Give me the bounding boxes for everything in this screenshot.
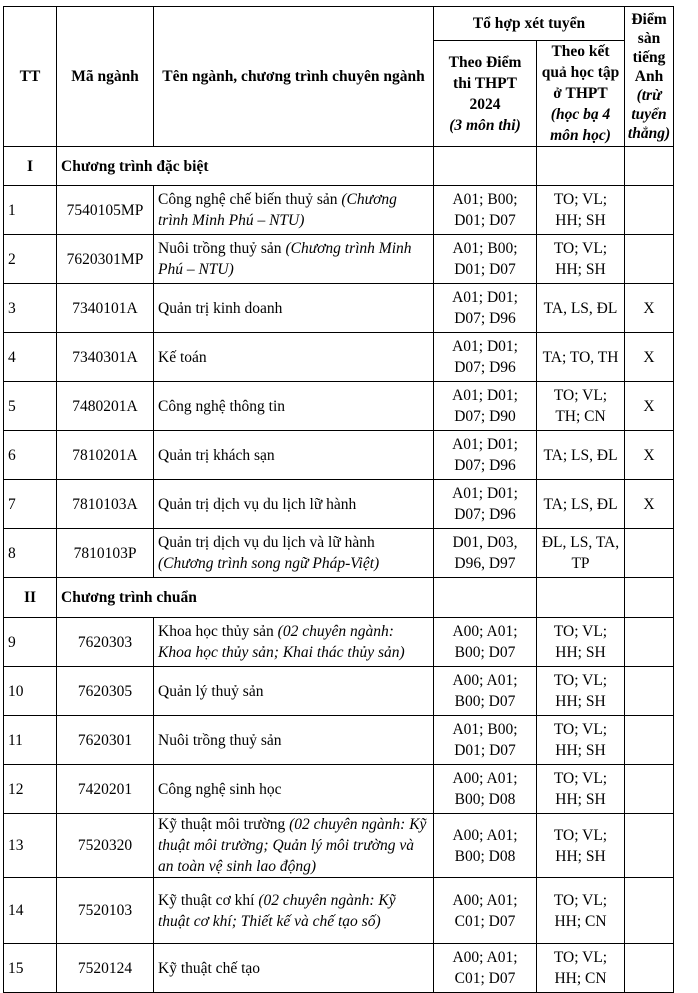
major-name: Quản trị dịch vụ du lịch và lữ hành xyxy=(158,534,375,551)
thpt-combination: A00; A01; B00; D07 xyxy=(434,667,537,716)
row-number: 4 xyxy=(4,333,57,382)
major-code: 7340101A xyxy=(57,284,154,333)
major-name: Quản trị dịch vụ du lịch lữ hành xyxy=(158,495,357,513)
major-name: Kỹ thuật môi trường xyxy=(158,816,290,833)
major-code: 7420201 xyxy=(57,765,154,814)
major-code: 7620301MP xyxy=(57,235,154,284)
major-name-cell xyxy=(154,480,434,529)
thpt-combination: A00; A01; B00; D08 xyxy=(434,814,537,878)
major-name: Quản trị khách sạn xyxy=(158,446,275,464)
section-number: II xyxy=(4,578,57,618)
thpt-combination: A01; B00; D01; D07 xyxy=(434,716,537,765)
thpt-combination: A01; D01; D07; D96 xyxy=(434,431,537,480)
table-row xyxy=(4,765,674,814)
major-name-cell xyxy=(154,878,434,944)
empty-cell xyxy=(537,578,625,618)
major-name: Quản lý thuỷ sản xyxy=(158,682,264,700)
major-name-cell xyxy=(154,284,434,333)
row-number: 5 xyxy=(4,382,57,431)
thpt-combination: A00; A01; B00; D07 xyxy=(434,618,537,667)
table-row xyxy=(4,716,674,765)
table-row xyxy=(4,284,674,333)
major-name: Nuôi trồng thuỷ sản xyxy=(158,731,282,749)
hocba-combination: TA; LS, ĐL xyxy=(537,431,625,480)
row-number: 15 xyxy=(4,944,57,993)
major-name: Kỹ thuật cơ khí xyxy=(158,891,259,909)
table-row xyxy=(4,235,674,284)
major-name: Kỹ thuật chế tạo xyxy=(158,959,261,977)
english-floor-mark: X xyxy=(625,431,674,480)
major-name: Khoa học thủy sản xyxy=(158,623,278,640)
english-floor-mark xyxy=(625,186,674,235)
header-hocba-title: Theo kết quả học tập ở THPT xyxy=(541,43,620,102)
section-row xyxy=(4,147,674,186)
hocba-combination: TA, LS, ĐL xyxy=(537,284,625,333)
header-tt: TT xyxy=(4,7,57,147)
empty-cell xyxy=(434,578,537,618)
major-code: 7520124 xyxy=(57,944,154,993)
thpt-combination: D01, D03, D96, D97 xyxy=(434,529,537,578)
empty-cell xyxy=(625,578,674,618)
major-name: Công nghệ sinh học xyxy=(158,780,282,798)
major-code: 7620303 xyxy=(57,618,154,667)
table-row xyxy=(4,529,674,578)
row-number: 8 xyxy=(4,529,57,578)
english-floor-mark: X xyxy=(625,284,674,333)
major-name-cell xyxy=(154,382,434,431)
major-name-cell xyxy=(154,235,434,284)
header-code: Mã ngành xyxy=(57,7,154,147)
header-english-title: Điểm sàn tiếng Anh xyxy=(631,11,667,85)
row-number: 3 xyxy=(4,284,57,333)
major-note: (02 chuyên ngành: Khoa học thủy sản; Khai thác thủy sản) xyxy=(158,623,405,661)
major-note: (Chương trình Minh Phú – NTU) xyxy=(158,240,412,278)
english-floor-mark xyxy=(625,878,674,944)
major-name: Công nghệ chế biến thuỷ sản xyxy=(158,191,342,208)
english-floor-mark xyxy=(625,618,674,667)
header-hocba-note: (học bạ 4 môn học) xyxy=(550,106,611,144)
header-group: Tổ hợp xét tuyển xyxy=(434,7,625,41)
major-name: Kế toán xyxy=(158,348,207,366)
thpt-combination: A01; D01; D07; D96 xyxy=(434,333,537,382)
row-number: 7 xyxy=(4,480,57,529)
hocba-combination: TO; VL; HH; CN xyxy=(537,878,625,944)
major-code: 7480201A xyxy=(57,382,154,431)
row-number: 9 xyxy=(4,618,57,667)
thpt-combination: A01; D01; D07; D96 xyxy=(434,480,537,529)
hocba-combination: TO; VL; HH; SH xyxy=(537,186,625,235)
table-row xyxy=(4,814,674,878)
hocba-combination: TO; VL; HH; SH xyxy=(537,235,625,284)
section-row xyxy=(4,578,674,618)
hocba-combination: ĐL, LS, TA, TP xyxy=(537,529,625,578)
major-note: (Chương trình song ngữ Pháp-Việt) xyxy=(158,555,380,572)
major-note: (Chương trình Minh Phú – NTU) xyxy=(158,191,397,229)
thpt-combination: A01; B00; D01; D07 xyxy=(434,186,537,235)
major-code: 7620305 xyxy=(57,667,154,716)
table-row xyxy=(4,944,674,993)
row-number: 11 xyxy=(4,716,57,765)
thpt-combination: A01; B00; D01; D07 xyxy=(434,235,537,284)
english-floor-mark: X xyxy=(625,480,674,529)
admission-table xyxy=(3,6,674,993)
hocba-combination: TO; VL; HH; SH xyxy=(537,667,625,716)
row-number: 10 xyxy=(4,667,57,716)
major-code: 7810201A xyxy=(57,431,154,480)
header-thpt xyxy=(434,41,537,147)
major-code: 7340301A xyxy=(57,333,154,382)
english-floor-mark: X xyxy=(625,333,674,382)
table-body xyxy=(4,147,674,993)
major-name-cell xyxy=(154,333,434,382)
hocba-combination: TO; VL; TH; CN xyxy=(537,382,625,431)
major-name-cell xyxy=(154,814,434,878)
major-name-cell xyxy=(154,716,434,765)
major-code: 7520320 xyxy=(57,814,154,878)
thpt-combination: A00; A01; C01; D07 xyxy=(434,878,537,944)
major-name-cell xyxy=(154,186,434,235)
section-title: Chương trình đặc biệt xyxy=(57,147,434,186)
row-number: 13 xyxy=(4,814,57,878)
section-number: I xyxy=(4,147,57,186)
major-code: 7540105MP xyxy=(57,186,154,235)
english-floor-mark xyxy=(625,235,674,284)
hocba-combination: TO; VL; HH; SH xyxy=(537,618,625,667)
hocba-combination: TO; VL; HH; SH xyxy=(537,716,625,765)
section-title: Chương trình chuẩn xyxy=(57,578,434,618)
table-row xyxy=(4,333,674,382)
table-row xyxy=(4,431,674,480)
row-number: 1 xyxy=(4,186,57,235)
thpt-combination: A01; D01; D07; D90 xyxy=(434,382,537,431)
hocba-combination: TA; LS, ĐL xyxy=(537,480,625,529)
major-name-cell xyxy=(154,529,434,578)
empty-cell xyxy=(625,147,674,186)
major-code: 7810103A xyxy=(57,480,154,529)
header-english xyxy=(625,7,674,147)
table-row xyxy=(4,480,674,529)
table-row xyxy=(4,382,674,431)
empty-cell xyxy=(537,147,625,186)
major-note: (02 chuyên ngành: Kỹ thuật môi trường; Quản lý môi trường và an toàn vệ sinh lao động) xyxy=(158,816,427,875)
header-thpt-title: Theo Điểm thi THPT 2024 xyxy=(448,53,522,113)
major-name-cell xyxy=(154,667,434,716)
table-row xyxy=(4,186,674,235)
major-name-cell xyxy=(154,618,434,667)
english-floor-mark xyxy=(625,944,674,993)
table-row xyxy=(4,878,674,944)
major-name-cell xyxy=(154,765,434,814)
major-name: Công nghệ thông tin xyxy=(158,397,286,415)
row-number: 2 xyxy=(4,235,57,284)
major-name: Quản trị kinh doanh xyxy=(158,299,283,317)
major-note: (02 chuyên ngành: Kỹ thuật cơ khí; Thiết kế và chế tạo số) xyxy=(158,891,396,930)
major-code: 7620301 xyxy=(57,716,154,765)
table-row xyxy=(4,618,674,667)
hocba-combination: TO; VL; HH; SH xyxy=(537,814,625,878)
major-name-cell xyxy=(154,944,434,993)
major-code: 7520103 xyxy=(57,878,154,944)
english-floor-mark: X xyxy=(625,382,674,431)
english-floor-mark xyxy=(625,765,674,814)
major-name-cell xyxy=(154,431,434,480)
major-code: 7810103P xyxy=(57,529,154,578)
english-floor-mark xyxy=(625,529,674,578)
hocba-combination: TO; VL; HH; SH xyxy=(537,765,625,814)
row-number: 6 xyxy=(4,431,57,480)
empty-cell xyxy=(434,147,537,186)
english-floor-mark xyxy=(625,667,674,716)
hocba-combination: TA; TO, TH xyxy=(537,333,625,382)
row-number: 14 xyxy=(4,878,57,944)
major-name: Nuôi trồng thuỷ sản xyxy=(158,240,286,257)
english-floor-mark xyxy=(625,814,674,878)
header-name: Tên ngành, chương trình chuyên ngành xyxy=(154,7,434,147)
thpt-combination: A01; D01; D07; D96 xyxy=(434,284,537,333)
english-floor-mark xyxy=(625,716,674,765)
table-row xyxy=(4,667,674,716)
header-hocba xyxy=(537,41,625,147)
row-number: 12 xyxy=(4,765,57,814)
header-thpt-note: (3 môn thi) xyxy=(449,116,521,134)
thpt-combination: A00; A01; C01; D07 xyxy=(434,944,537,993)
thpt-combination: A00; A01; B00; D08 xyxy=(434,765,537,814)
hocba-combination: TO; VL; HH; CN xyxy=(537,944,625,993)
header-english-note: (trừ tuyển thẳng) xyxy=(627,87,671,142)
